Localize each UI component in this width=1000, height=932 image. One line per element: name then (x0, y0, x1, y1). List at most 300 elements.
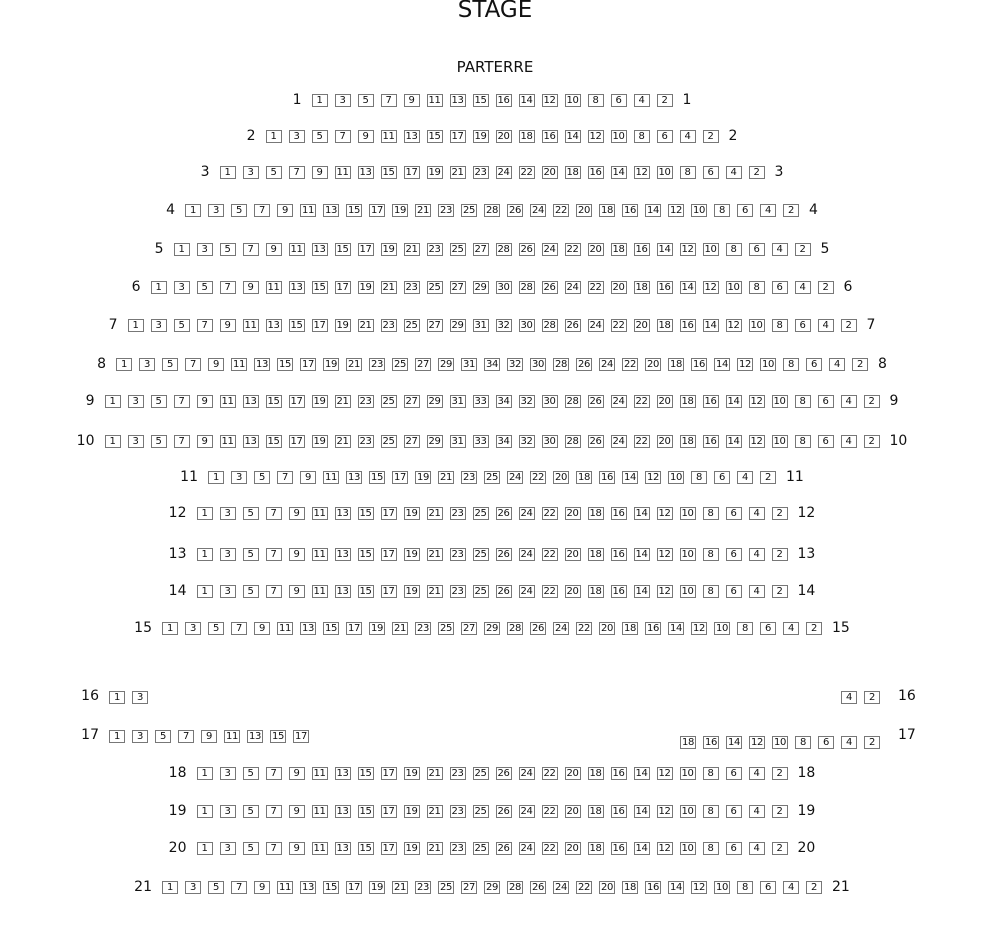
seat[interactable]: 29 (428, 435, 441, 447)
seat[interactable]: 10 (761, 358, 775, 370)
seat[interactable]: 21 (336, 395, 349, 407)
seat[interactable]: 6 (611, 94, 627, 107)
seat[interactable]: 3 (151, 319, 167, 332)
seat[interactable]: 15 (313, 281, 326, 293)
seat[interactable]: 5 (208, 622, 224, 635)
seat[interactable]: 4 (680, 130, 696, 143)
seat[interactable]: 10 (612, 130, 625, 142)
seat[interactable]: 18 (623, 622, 637, 634)
seat[interactable]: 16 (543, 130, 556, 142)
seat[interactable]: 12 (750, 395, 763, 407)
seat[interactable]: 22 (577, 622, 591, 634)
seat[interactable]: 24 (520, 842, 533, 854)
seat[interactable]: 25 (474, 767, 487, 779)
seat[interactable]: 1 (162, 622, 178, 635)
seat[interactable]: 22 (635, 395, 648, 407)
seat[interactable]: 15 (428, 130, 441, 142)
seat[interactable]: 26 (531, 622, 545, 634)
seat[interactable]: 15 (324, 881, 338, 893)
seat[interactable]: 2 (772, 585, 788, 598)
seat[interactable]: 19 (382, 243, 395, 255)
seat[interactable]: 15 (359, 842, 372, 854)
seat[interactable]: 2 (841, 319, 857, 332)
seat[interactable]: 4 (634, 94, 650, 107)
seat[interactable]: 8 (703, 767, 719, 780)
seat[interactable]: 7 (178, 730, 194, 743)
seat[interactable]: 23 (416, 622, 430, 634)
seat[interactable]: 1 (109, 691, 125, 704)
seat[interactable]: 25 (382, 435, 395, 447)
seat[interactable]: 27 (462, 622, 476, 634)
seat[interactable]: 10 (669, 471, 683, 483)
seat[interactable]: 17 (382, 585, 395, 597)
seat[interactable]: 16 (704, 736, 718, 748)
seat[interactable]: 20 (600, 622, 614, 634)
seat[interactable]: 11 (313, 548, 326, 560)
seat[interactable]: 15 (267, 435, 280, 447)
seat[interactable]: 20 (646, 358, 660, 370)
seat[interactable]: 20 (658, 395, 671, 407)
seat[interactable]: 7 (289, 166, 305, 179)
seat[interactable]: 16 (612, 842, 625, 854)
seat[interactable]: 25 (474, 507, 487, 519)
seat[interactable]: 5 (231, 204, 247, 217)
seat[interactable]: 13 (255, 358, 269, 370)
seat[interactable]: 21 (439, 471, 453, 483)
seat[interactable]: 19 (474, 130, 487, 142)
seat[interactable]: 9 (358, 130, 374, 143)
seat[interactable]: 19 (405, 767, 418, 779)
seat[interactable]: 14 (612, 166, 625, 178)
seat[interactable]: 1 (185, 204, 201, 217)
seat[interactable]: 30 (543, 435, 556, 447)
seat[interactable]: 15 (474, 94, 487, 106)
seat[interactable]: 18 (600, 204, 614, 216)
seat[interactable]: 27 (416, 358, 430, 370)
seat[interactable]: 17 (382, 507, 395, 519)
seat[interactable]: 11 (278, 881, 292, 893)
seat[interactable]: 6 (806, 358, 822, 371)
seat[interactable]: 21 (347, 358, 361, 370)
seat[interactable]: 11 (324, 471, 338, 483)
seat[interactable]: 11 (290, 243, 303, 255)
seat[interactable]: 7 (220, 281, 236, 294)
seat[interactable]: 32 (520, 435, 533, 447)
seat[interactable]: 22 (543, 767, 556, 779)
seat[interactable]: 15 (271, 730, 285, 742)
seat[interactable]: 10 (727, 281, 740, 293)
seat[interactable]: 2 (795, 243, 811, 256)
seat[interactable]: 29 (485, 622, 499, 634)
seat[interactable]: 29 (485, 881, 499, 893)
seat[interactable]: 28 (508, 881, 522, 893)
seat[interactable]: 26 (497, 842, 510, 854)
seat[interactable]: 8 (726, 243, 742, 256)
seat[interactable]: 23 (359, 435, 372, 447)
seat[interactable]: 21 (382, 281, 395, 293)
seat[interactable]: 13 (313, 243, 326, 255)
seat[interactable]: 10 (715, 622, 729, 634)
seat[interactable]: 9 (289, 548, 305, 561)
seat[interactable]: 26 (497, 767, 510, 779)
seat[interactable]: 14 (658, 243, 671, 255)
seat[interactable]: 21 (451, 166, 464, 178)
seat[interactable]: 17 (382, 767, 395, 779)
seat[interactable]: 22 (589, 281, 602, 293)
seat[interactable]: 19 (405, 805, 418, 817)
seat[interactable]: 8 (749, 281, 765, 294)
seat[interactable]: 4 (818, 319, 834, 332)
seat[interactable]: 18 (589, 805, 602, 817)
seat[interactable]: 18 (589, 842, 602, 854)
seat[interactable]: 8 (680, 166, 696, 179)
seat[interactable]: 30 (543, 395, 556, 407)
seat[interactable]: 4 (783, 881, 799, 894)
seat[interactable]: 5 (243, 507, 259, 520)
seat[interactable]: 27 (451, 281, 464, 293)
seat[interactable]: 3 (197, 243, 213, 256)
seat[interactable]: 18 (577, 471, 591, 483)
seat[interactable]: 12 (750, 736, 764, 748)
seat[interactable]: 8 (737, 622, 753, 635)
seat[interactable]: 25 (439, 881, 453, 893)
seat[interactable]: 10 (681, 548, 694, 560)
seat[interactable]: 16 (612, 767, 625, 779)
seat[interactable]: 13 (336, 805, 349, 817)
seat[interactable]: 6 (737, 204, 753, 217)
seat[interactable]: 19 (370, 622, 384, 634)
seat[interactable]: 3 (132, 691, 148, 704)
seat[interactable]: 9 (300, 471, 316, 484)
seat[interactable]: 18 (669, 358, 683, 370)
seat[interactable]: 10 (566, 94, 579, 106)
seat[interactable]: 28 (543, 319, 556, 331)
seat[interactable]: 6 (795, 319, 811, 332)
seat[interactable]: 7 (231, 881, 247, 894)
seat[interactable]: 1 (151, 281, 167, 294)
seat[interactable]: 26 (577, 358, 591, 370)
seat[interactable]: 19 (416, 471, 430, 483)
seat[interactable]: 24 (600, 358, 614, 370)
seat[interactable]: 15 (359, 548, 372, 560)
seat[interactable]: 24 (520, 548, 533, 560)
seat[interactable]: 24 (497, 166, 510, 178)
seat[interactable]: 13 (324, 204, 338, 216)
seat[interactable]: 6 (760, 622, 776, 635)
seat[interactable]: 24 (612, 395, 625, 407)
seat[interactable]: 11 (313, 805, 326, 817)
seat[interactable]: 23 (451, 767, 464, 779)
seat[interactable]: 21 (405, 243, 418, 255)
seat[interactable]: 18 (589, 507, 602, 519)
seat[interactable]: 7 (266, 548, 282, 561)
seat[interactable]: 32 (497, 319, 510, 331)
seat[interactable]: 13 (301, 622, 315, 634)
seat[interactable]: 8 (795, 395, 811, 408)
seat[interactable]: 9 (266, 243, 282, 256)
seat[interactable]: 9 (254, 622, 270, 635)
seat[interactable]: 15 (347, 204, 361, 216)
seat[interactable]: 15 (382, 166, 395, 178)
seat[interactable]: 19 (405, 548, 418, 560)
seat[interactable]: 15 (359, 507, 372, 519)
seat[interactable]: 22 (531, 471, 545, 483)
seat[interactable]: 5 (243, 842, 259, 855)
seat[interactable]: 14 (635, 548, 648, 560)
seat[interactable]: 12 (738, 358, 752, 370)
seat[interactable]: 26 (543, 281, 556, 293)
seat[interactable]: 5 (243, 585, 259, 598)
seat[interactable]: 9 (220, 319, 236, 332)
seat[interactable]: 18 (681, 395, 694, 407)
seat[interactable]: 4 (749, 585, 765, 598)
seat[interactable]: 11 (382, 130, 395, 142)
seat[interactable]: 18 (520, 130, 533, 142)
seat[interactable]: 2 (783, 204, 799, 217)
seat[interactable]: 18 (681, 736, 695, 748)
seat[interactable]: 22 (543, 805, 556, 817)
seat[interactable]: 14 (727, 395, 740, 407)
seat[interactable]: 20 (566, 585, 579, 597)
seat[interactable]: 7 (381, 94, 397, 107)
seat[interactable]: 14 (715, 358, 729, 370)
seat[interactable]: 28 (508, 622, 522, 634)
seat[interactable]: 5 (243, 548, 259, 561)
seat[interactable]: 1 (109, 730, 125, 743)
seat[interactable]: 20 (566, 842, 579, 854)
seat[interactable]: 19 (324, 358, 338, 370)
seat[interactable]: 21 (428, 842, 441, 854)
seat[interactable]: 18 (635, 281, 648, 293)
seat[interactable]: 3 (220, 585, 236, 598)
seat[interactable]: 8 (783, 358, 799, 371)
seat[interactable]: 16 (704, 435, 717, 447)
seat[interactable]: 26 (508, 204, 522, 216)
seat[interactable]: 18 (589, 548, 602, 560)
seat[interactable]: 10 (681, 842, 694, 854)
seat[interactable]: 24 (520, 585, 533, 597)
seat[interactable]: 14 (520, 94, 533, 106)
seat[interactable]: 31 (462, 358, 476, 370)
seat[interactable]: 11 (244, 319, 257, 331)
seat[interactable]: 11 (221, 435, 234, 447)
seat[interactable]: 3 (220, 548, 236, 561)
seat[interactable]: 11 (313, 842, 326, 854)
seat[interactable]: 14 (704, 319, 717, 331)
seat[interactable]: 7 (174, 395, 190, 408)
seat[interactable]: 7 (266, 805, 282, 818)
seat[interactable]: 8 (795, 736, 811, 749)
seat[interactable]: 23 (416, 881, 430, 893)
seat[interactable]: 13 (244, 435, 257, 447)
seat[interactable]: 32 (508, 358, 522, 370)
seat[interactable]: 3 (220, 805, 236, 818)
seat[interactable]: 8 (634, 130, 650, 143)
seat[interactable]: 32 (520, 395, 533, 407)
seat[interactable]: 14 (635, 842, 648, 854)
seat[interactable]: 1 (208, 471, 224, 484)
seat[interactable]: 6 (760, 881, 776, 894)
seat[interactable]: 14 (727, 736, 741, 748)
seat[interactable]: 1 (105, 395, 121, 408)
seat[interactable]: 2 (703, 130, 719, 143)
seat[interactable]: 4 (841, 435, 857, 448)
seat[interactable]: 23 (451, 842, 464, 854)
seat[interactable]: 1 (162, 881, 178, 894)
seat[interactable]: 24 (612, 435, 625, 447)
seat[interactable]: 1 (197, 548, 213, 561)
seat[interactable]: 16 (612, 507, 625, 519)
seat[interactable]: 10 (692, 204, 706, 216)
seat[interactable]: 4 (829, 358, 845, 371)
seat[interactable]: 8 (703, 585, 719, 598)
seat[interactable]: 21 (393, 881, 407, 893)
seat[interactable]: 6 (749, 243, 765, 256)
seat[interactable]: 8 (703, 507, 719, 520)
seat[interactable]: 22 (543, 585, 556, 597)
seat[interactable]: 2 (852, 358, 868, 371)
seat[interactable]: 26 (566, 319, 579, 331)
seat[interactable]: 19 (313, 435, 326, 447)
seat[interactable]: 6 (726, 842, 742, 855)
seat[interactable]: 11 (313, 767, 326, 779)
seat[interactable]: 22 (520, 166, 533, 178)
seat[interactable]: 15 (359, 805, 372, 817)
seat[interactable]: 13 (301, 881, 315, 893)
seat[interactable]: 1 (197, 805, 213, 818)
seat[interactable]: 10 (750, 319, 763, 331)
seat[interactable]: 17 (405, 166, 418, 178)
seat[interactable]: 13 (451, 94, 464, 106)
seat[interactable]: 14 (635, 585, 648, 597)
seat[interactable]: 5 (220, 243, 236, 256)
seat[interactable]: 12 (658, 767, 671, 779)
seat[interactable]: 7 (231, 622, 247, 635)
seat[interactable]: 17 (451, 130, 464, 142)
seat[interactable]: 28 (497, 243, 510, 255)
seat[interactable]: 2 (818, 281, 834, 294)
seat[interactable]: 3 (289, 130, 305, 143)
seat[interactable]: 21 (359, 319, 372, 331)
seat[interactable]: 16 (646, 881, 660, 893)
seat[interactable]: 23 (451, 507, 464, 519)
seat[interactable]: 25 (462, 204, 476, 216)
seat[interactable]: 24 (554, 881, 568, 893)
seat[interactable]: 13 (336, 767, 349, 779)
seat[interactable]: 17 (370, 204, 384, 216)
seat[interactable]: 19 (336, 319, 349, 331)
seat[interactable]: 27 (428, 319, 441, 331)
seat[interactable]: 18 (612, 243, 625, 255)
seat[interactable]: 3 (185, 622, 201, 635)
seat[interactable]: 7 (335, 130, 351, 143)
seat[interactable]: 13 (248, 730, 262, 742)
seat[interactable]: 14 (681, 281, 694, 293)
seat[interactable]: 22 (623, 358, 637, 370)
seat[interactable]: 27 (462, 881, 476, 893)
seat[interactable]: 5 (254, 471, 270, 484)
seat[interactable]: 19 (405, 507, 418, 519)
seat[interactable]: 16 (497, 94, 510, 106)
seat[interactable]: 6 (726, 805, 742, 818)
seat[interactable]: 9 (243, 281, 259, 294)
seat[interactable]: 17 (290, 395, 303, 407)
seat[interactable]: 18 (681, 435, 694, 447)
seat[interactable]: 20 (566, 507, 579, 519)
seat[interactable]: 8 (795, 435, 811, 448)
seat[interactable]: 24 (589, 319, 602, 331)
seat[interactable]: 23 (474, 166, 487, 178)
seat[interactable]: 33 (474, 435, 487, 447)
seat[interactable]: 3 (243, 166, 259, 179)
seat[interactable]: 13 (267, 319, 280, 331)
seat[interactable]: 23 (382, 319, 395, 331)
seat[interactable]: 16 (681, 319, 694, 331)
seat[interactable]: 10 (681, 585, 694, 597)
seat[interactable]: 10 (658, 166, 671, 178)
seat[interactable]: 25 (451, 243, 464, 255)
seat[interactable]: 2 (657, 94, 673, 107)
seat[interactable]: 4 (749, 507, 765, 520)
seat[interactable]: 9 (197, 395, 213, 408)
seat[interactable]: 1 (266, 130, 282, 143)
seat[interactable]: 9 (289, 507, 305, 520)
seat[interactable]: 2 (806, 622, 822, 635)
seat[interactable]: 10 (715, 881, 729, 893)
seat[interactable]: 4 (795, 281, 811, 294)
seat[interactable]: 10 (681, 767, 694, 779)
seat[interactable]: 2 (749, 166, 765, 179)
seat[interactable]: 4 (749, 767, 765, 780)
seat[interactable]: 2 (760, 471, 776, 484)
seat[interactable]: 1 (197, 842, 213, 855)
seat[interactable]: 25 (439, 622, 453, 634)
seat[interactable]: 15 (324, 622, 338, 634)
seat[interactable]: 24 (554, 622, 568, 634)
seat[interactable]: 10 (681, 805, 694, 817)
seat[interactable]: 10 (704, 243, 717, 255)
seat[interactable]: 22 (566, 243, 579, 255)
seat[interactable]: 13 (244, 395, 257, 407)
seat[interactable]: 17 (382, 548, 395, 560)
seat[interactable]: 16 (612, 805, 625, 817)
seat[interactable]: 23 (451, 585, 464, 597)
seat[interactable]: 15 (359, 585, 372, 597)
seat[interactable]: 9 (289, 585, 305, 598)
seat[interactable]: 22 (612, 319, 625, 331)
seat[interactable]: 25 (485, 471, 499, 483)
seat[interactable]: 8 (703, 805, 719, 818)
seat[interactable]: 26 (589, 435, 602, 447)
seat[interactable]: 17 (313, 319, 326, 331)
seat[interactable]: 20 (543, 166, 556, 178)
seat[interactable]: 24 (543, 243, 556, 255)
seat[interactable]: 16 (704, 395, 717, 407)
seat[interactable]: 3 (128, 435, 144, 448)
seat[interactable]: 19 (393, 204, 407, 216)
seat[interactable]: 4 (726, 166, 742, 179)
seat[interactable]: 22 (577, 881, 591, 893)
seat[interactable]: 3 (220, 507, 236, 520)
seat[interactable]: 1 (220, 166, 236, 179)
seat[interactable]: 10 (773, 736, 787, 748)
seat[interactable]: 24 (520, 767, 533, 779)
seat[interactable]: 23 (428, 243, 441, 255)
seat[interactable]: 14 (646, 204, 660, 216)
seat[interactable]: 24 (520, 805, 533, 817)
seat[interactable]: 9 (289, 842, 305, 855)
seat[interactable]: 7 (185, 358, 201, 371)
